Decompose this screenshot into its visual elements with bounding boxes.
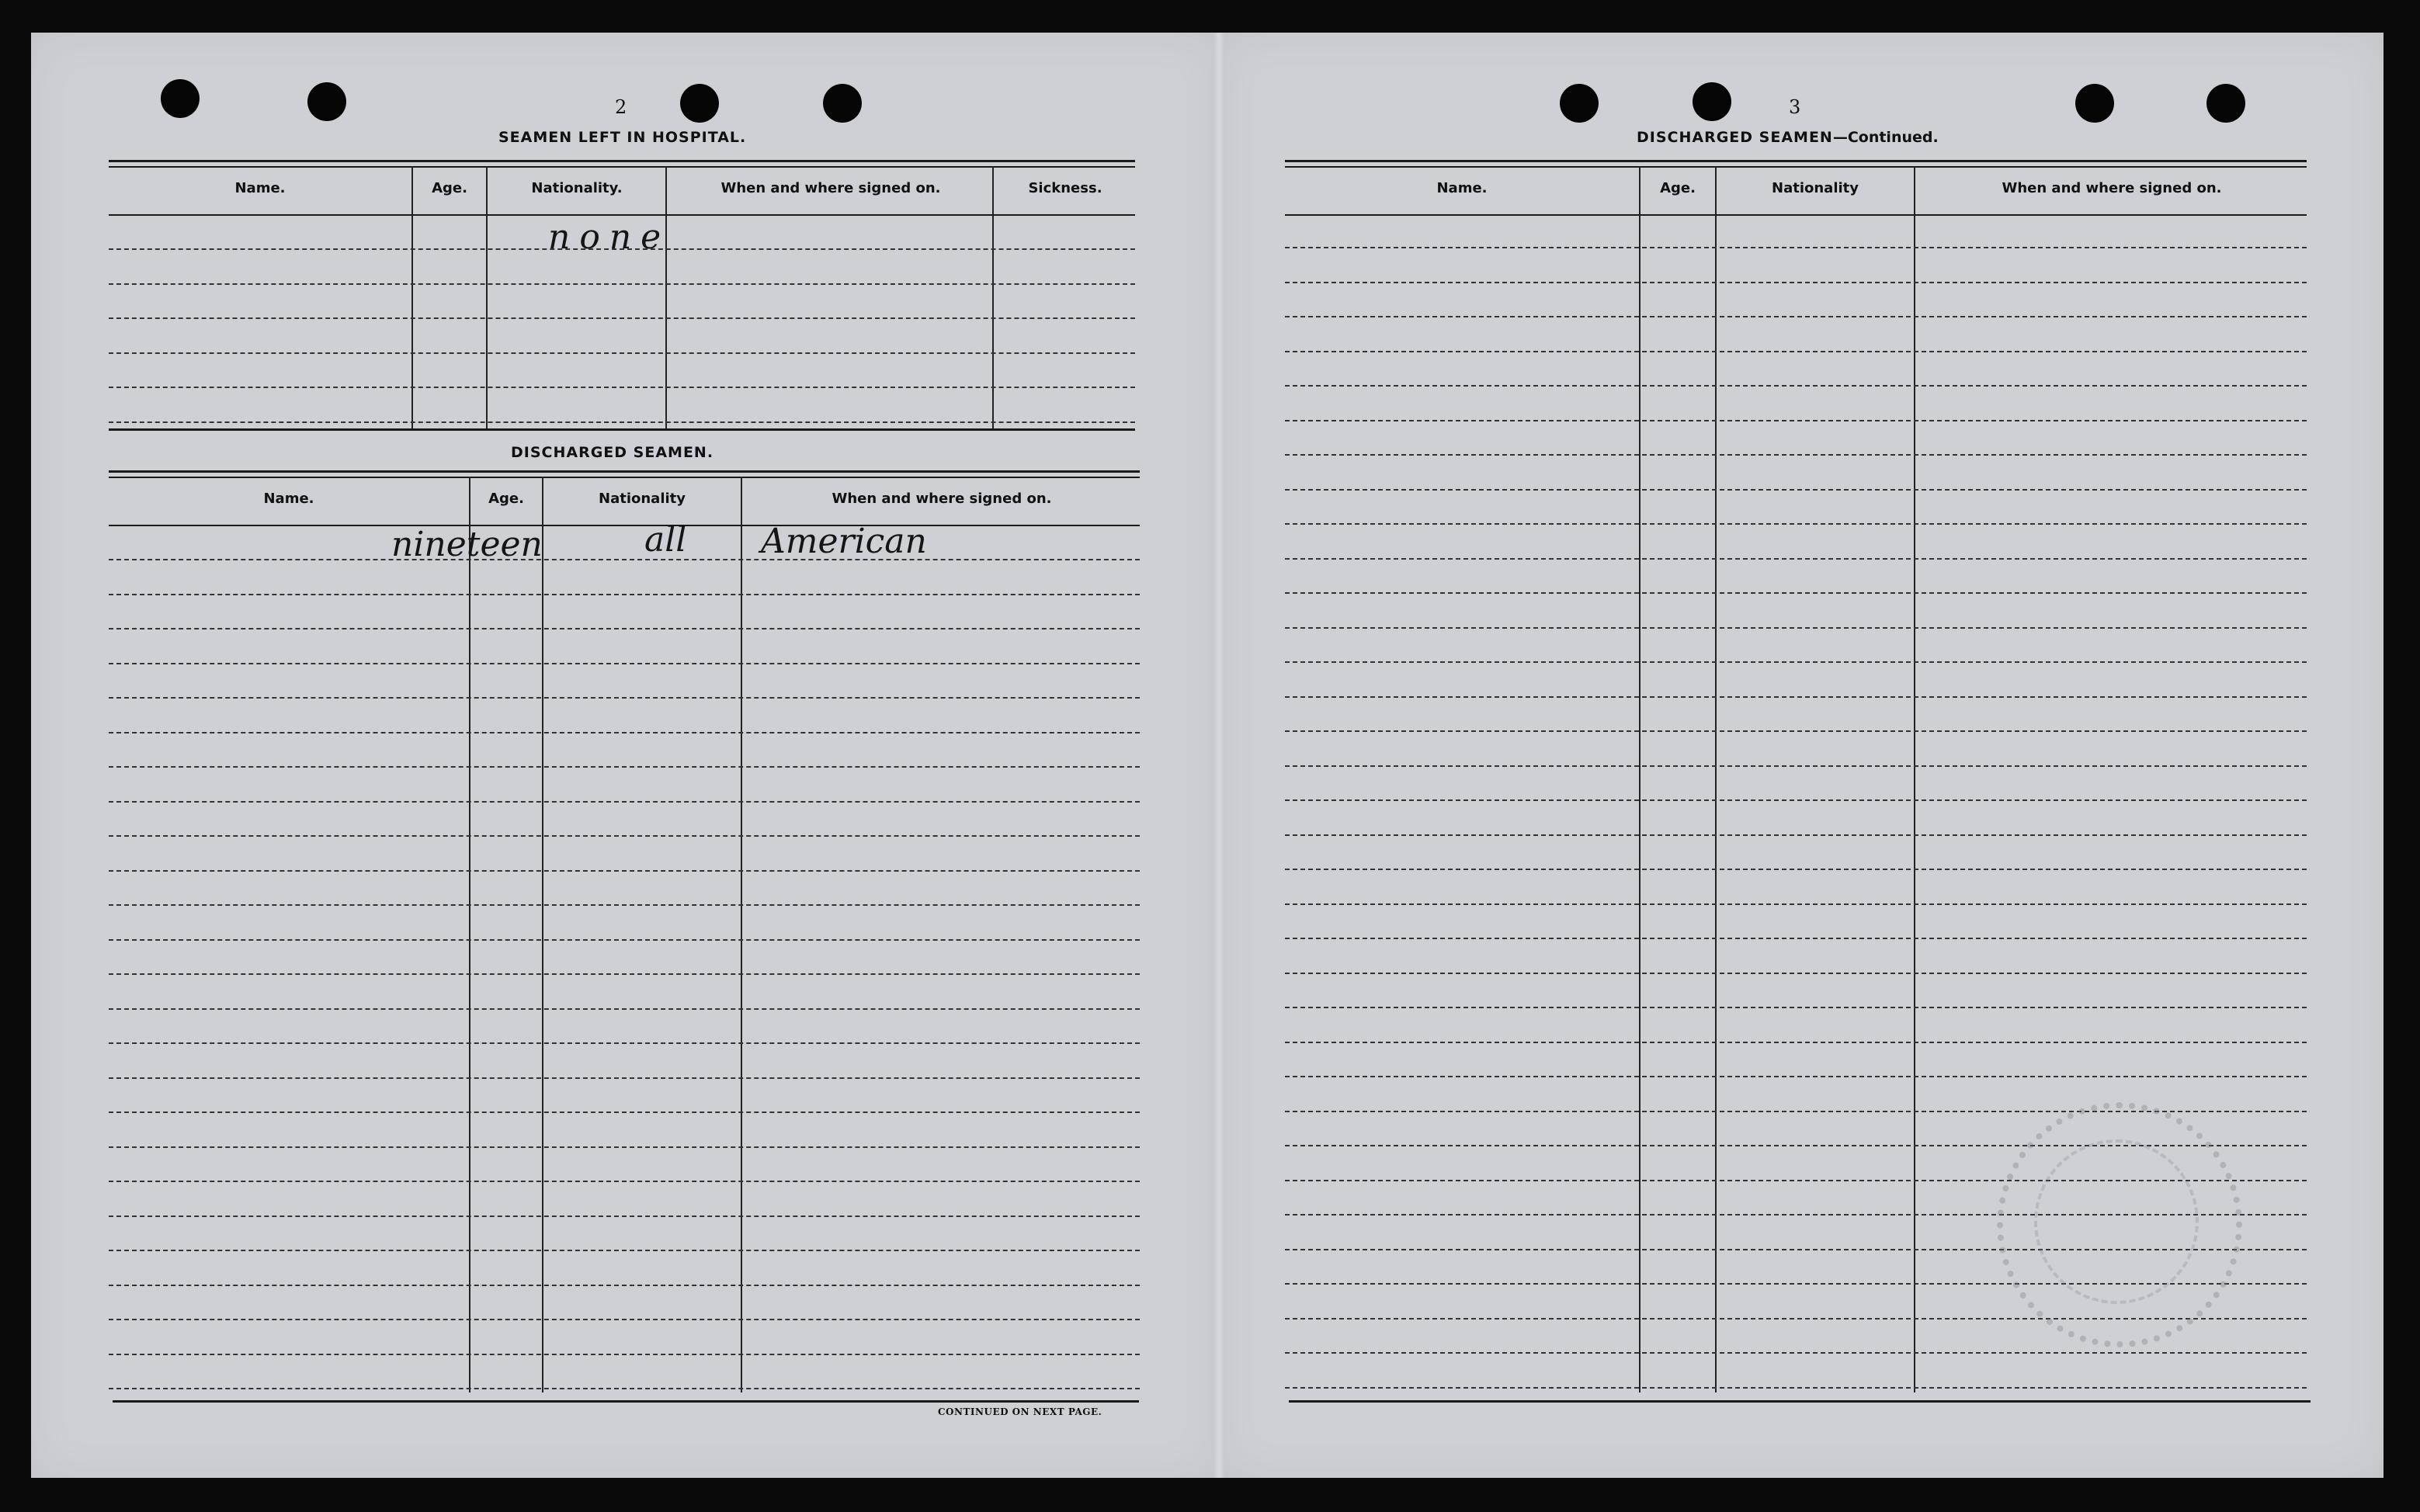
title-suffix: —Continued. bbox=[1832, 129, 1939, 146]
page-number: 2 bbox=[615, 96, 627, 118]
column-header-signed-on: When and where signed on. bbox=[2002, 180, 2222, 196]
column-divider bbox=[486, 166, 488, 428]
column-header-name: Name. bbox=[234, 180, 286, 196]
ruled-line bbox=[109, 766, 1140, 768]
ruled-line bbox=[1285, 869, 2307, 870]
ruled-line bbox=[109, 1319, 1140, 1320]
ruled-line bbox=[109, 594, 1140, 595]
ruled-line bbox=[109, 904, 1140, 906]
punch-hole bbox=[1560, 84, 1599, 123]
ruled-line bbox=[109, 1008, 1140, 1010]
punch-hole bbox=[680, 84, 719, 123]
section-rule bbox=[109, 428, 1135, 431]
column-header-signed-on: When and where signed on. bbox=[832, 491, 1052, 507]
handwritten-nationality: American bbox=[761, 522, 927, 561]
ruled-line bbox=[1285, 282, 2307, 283]
column-header-sickness: Sickness. bbox=[1028, 180, 1102, 196]
ruled-line bbox=[1285, 385, 2307, 387]
discharged-section-title: DISCHARGED SEAMEN. bbox=[511, 444, 714, 461]
ruled-line bbox=[109, 1042, 1140, 1044]
page-fold bbox=[1213, 33, 1225, 1478]
header-underline bbox=[1285, 214, 2307, 216]
table-rule bbox=[109, 166, 1135, 168]
column-header-nationality: Nationality. bbox=[531, 180, 623, 196]
column-divider bbox=[665, 166, 667, 428]
punch-hole bbox=[823, 84, 862, 123]
table-rule bbox=[109, 160, 1135, 162]
punch-hole bbox=[2075, 84, 2114, 123]
ruled-line bbox=[1285, 1042, 2307, 1043]
ruled-line bbox=[109, 939, 1140, 941]
continued-note: CONTINUED ON NEXT PAGE. bbox=[938, 1406, 1102, 1417]
table-rule bbox=[1285, 160, 2307, 162]
ruled-line bbox=[109, 1111, 1140, 1113]
column-header-signed-on: When and where signed on. bbox=[720, 180, 941, 196]
column-divider bbox=[992, 166, 994, 428]
ruled-line bbox=[1285, 973, 2307, 974]
page-number: 3 bbox=[1789, 96, 1801, 118]
ruled-line bbox=[109, 1215, 1140, 1217]
ruled-line bbox=[1285, 247, 2307, 248]
ruled-line bbox=[1285, 316, 2307, 317]
ruled-line bbox=[109, 387, 1135, 388]
ruled-line bbox=[109, 697, 1140, 699]
ruled-line bbox=[1285, 799, 2307, 801]
faded-stamp-inner bbox=[2034, 1139, 2199, 1304]
table-rule bbox=[1285, 166, 2307, 168]
ruled-line bbox=[1285, 420, 2307, 421]
ruled-line bbox=[109, 1146, 1140, 1148]
title-main: DISCHARGED SEAMEN bbox=[1637, 129, 1833, 146]
ruled-line bbox=[109, 1250, 1140, 1251]
punch-hole bbox=[2206, 84, 2245, 123]
header-underline bbox=[109, 525, 1140, 526]
discharged-continued-title bbox=[1637, 129, 1939, 146]
ruled-line bbox=[1285, 834, 2307, 836]
ruled-line bbox=[109, 352, 1135, 354]
ruled-line bbox=[109, 835, 1140, 837]
ruled-line bbox=[1285, 454, 2307, 456]
ruled-line bbox=[1285, 661, 2307, 663]
ruled-line bbox=[1285, 1007, 2307, 1008]
ruled-line bbox=[109, 559, 1140, 560]
column-divider bbox=[741, 477, 742, 1392]
column-header-name: Name. bbox=[1436, 180, 1488, 196]
ruled-line bbox=[109, 1285, 1140, 1286]
ruled-line bbox=[1285, 351, 2307, 352]
ruled-line bbox=[109, 1077, 1140, 1079]
ruled-line bbox=[1285, 765, 2307, 767]
ruled-line bbox=[1285, 558, 2307, 560]
faded-stamp bbox=[1997, 1102, 2242, 1347]
ruled-line bbox=[109, 1354, 1140, 1355]
column-header-nationality: Nationality bbox=[599, 491, 686, 507]
ruled-line bbox=[109, 317, 1135, 319]
bottom-rule bbox=[113, 1400, 1139, 1403]
column-divider bbox=[542, 477, 543, 1392]
column-header-age: Age. bbox=[488, 491, 524, 507]
column-header-age: Age. bbox=[1660, 180, 1696, 196]
handwritten-none: none bbox=[548, 217, 671, 257]
bottom-rule bbox=[1289, 1400, 2311, 1403]
table-rule bbox=[109, 470, 1140, 473]
ruled-line bbox=[1285, 627, 2307, 629]
ruled-line bbox=[1285, 523, 2307, 525]
ruled-line bbox=[109, 801, 1140, 803]
ruled-line bbox=[109, 973, 1140, 975]
punch-hole bbox=[307, 82, 346, 121]
handwritten-age: all bbox=[644, 520, 687, 560]
ruled-line bbox=[109, 421, 1135, 423]
ruled-line bbox=[1285, 1352, 2307, 1354]
ruled-line bbox=[1285, 489, 2307, 491]
column-divider bbox=[411, 166, 413, 428]
ruled-line bbox=[1285, 1387, 2307, 1389]
column-header-name: Name. bbox=[263, 491, 314, 507]
handwritten-name: nineteen bbox=[391, 525, 543, 564]
ruled-line bbox=[1285, 592, 2307, 594]
ruled-line bbox=[109, 732, 1140, 733]
ruled-line bbox=[1285, 730, 2307, 732]
punch-hole bbox=[161, 79, 200, 118]
ruled-line bbox=[109, 1181, 1140, 1182]
ruled-line bbox=[1285, 903, 2307, 905]
header-underline bbox=[109, 214, 1135, 216]
ruled-line bbox=[109, 870, 1140, 872]
table-rule bbox=[109, 477, 1140, 478]
ruled-line bbox=[1285, 696, 2307, 698]
ruled-line bbox=[1285, 1076, 2307, 1077]
ruled-line bbox=[109, 1388, 1140, 1389]
column-header-nationality: Nationality bbox=[1772, 180, 1859, 196]
punch-hole bbox=[1693, 82, 1731, 121]
column-header-age: Age. bbox=[432, 180, 467, 196]
column-divider bbox=[469, 477, 470, 1392]
ruled-line bbox=[1285, 938, 2307, 939]
ruled-line bbox=[109, 283, 1135, 285]
ruled-line bbox=[109, 628, 1140, 629]
ruled-line bbox=[109, 663, 1140, 664]
hospital-section-title: SEAMEN LEFT IN HOSPITAL. bbox=[498, 129, 747, 146]
